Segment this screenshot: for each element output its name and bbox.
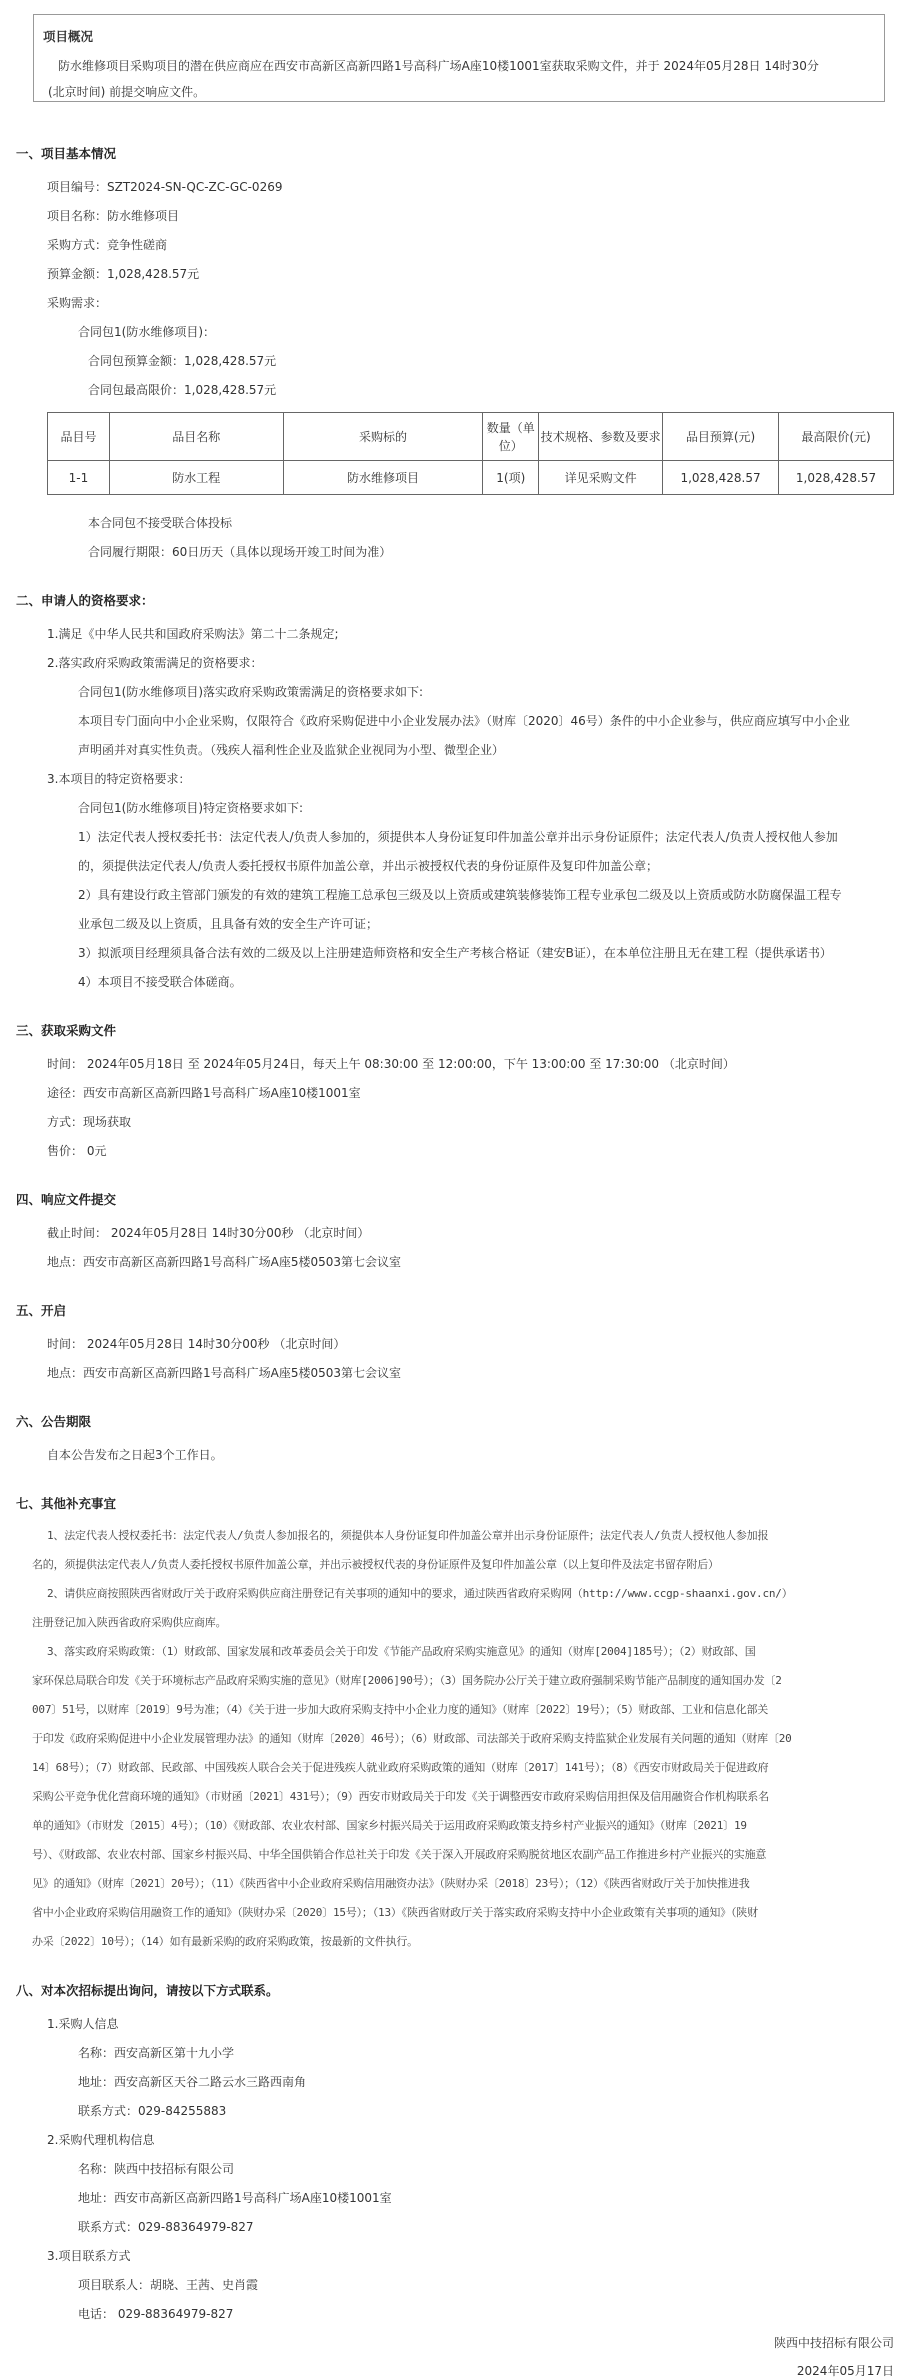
- agency-address: 地址：西安市高新区高新四路1号高科广场A座10楼1001室: [78, 2191, 392, 2205]
- qualification-line: 合同包1(防水维修项目)落实政府采购政策需满足的资格要求如下:: [78, 685, 424, 699]
- acquire-price: 售价： 0元: [47, 1144, 107, 1158]
- table-header: 采购标的: [283, 413, 483, 461]
- no-consortium-note: 本合同包不接受联合体投标: [88, 516, 233, 530]
- supplement-line: 采购公平竞争优化营商环境的通知》（市财函〔2021〕431号）；（9）西安市财政局关于印发《关于调整西安市政府采购信用担保及信用融资合作机构联系名: [32, 1790, 769, 1803]
- agency-name: 名称：陕西中技招标有限公司: [78, 2162, 235, 2176]
- supplement-line: 3、落实政府采购政策：（1）财政部、国家发展和改革委员会关于印发《节能产品政府采购实施意见》的通知（财库[2004]185号）；（2）财政部、国: [47, 1645, 756, 1658]
- project-code: 项目编号：SZT2024-SN-QC-ZC-GC-0269: [47, 180, 283, 194]
- overview-text-line1: 防水维修项目采购项目的潜在供应商应在西安市高新区高新四路1号高科广场A座10楼1001室获取采购文件，并于 2024年05月28日 14时30分: [58, 59, 819, 73]
- table-cell: 1,028,428.57: [663, 461, 779, 495]
- table-header-row: [48, 413, 894, 461]
- section3-title: 三、获取采购文件: [16, 1023, 117, 1038]
- signature-company: 陕西中技招标有限公司: [773, 2336, 894, 2350]
- section4-title: 四、响应文件提交: [16, 1192, 117, 1207]
- qualification-line: 2）具有建设行政主管部门颁发的有效的建筑工程施工总承包三级及以上资质或建筑装修装饰工程专业承包二级及以上资质或防水防腐保温工程专: [78, 888, 842, 902]
- table-cell: 防水工程: [109, 461, 283, 495]
- qualification-line: 声明函并对真实性负责。（残疾人福利性企业及监狱企业视同为小型、微型企业）: [78, 743, 505, 757]
- table-cell: 1(项): [483, 461, 539, 495]
- package-max-price: 合同包最高限价：1,028,428.57元: [88, 383, 277, 397]
- qualification-line: 4）本项目不接受联合体磋商。: [78, 975, 242, 989]
- open-place: 地点：西安市高新区高新四路1号高科广场A座5楼0503第七会议室: [47, 1366, 402, 1380]
- supplement-line: 单的通知》（市财发〔2015〕4号）；（10）《财政部、农业农村部、国家乡村振兴局关于运用政府采购政策支持乡村产业振兴的通知》（财库〔2021〕19: [32, 1819, 747, 1832]
- acquire-mode: 方式：现场获取: [47, 1115, 132, 1129]
- supplement-line: 见》的通知》（财库〔2021〕20号）；（11）《陕西省中小企业政府采购信用融资办法》（陕财办采〔2018〕23号）；（12）《陕西省财政厅关于加快推进我: [32, 1877, 750, 1890]
- project-contact-phone: 电话： 029-88364979-827: [78, 2307, 234, 2321]
- table-cell: 1-1: [48, 461, 110, 495]
- budget-amount: 预算金额：1,028,428.57元: [47, 267, 200, 281]
- purchaser-phone: 联系方式：029-84255883: [78, 2104, 227, 2118]
- supplement-line: 号）、《财政部、农业农村部、国家乡村振兴局、中华全国供销合作总社关于印发《关于深入开展政府采购脱贫地区农副产品工作推进乡村产业振兴的实施意: [32, 1848, 767, 1861]
- supplement-line: 2、请供应商按照陕西省财政厅关于政府采购供应商注册登记有关事项的通知中的要求，通过陕西省政府采购网（http://www.ccgp-shaanxi.gov.cn/）: [47, 1587, 793, 1600]
- section2-title: 二、申请人的资格要求：: [16, 593, 154, 608]
- table-cell: 防水维修项目: [283, 461, 483, 495]
- procurement-demand: 采购需求：: [47, 296, 108, 310]
- qualification-line: 3.本项目的特定资格要求：: [47, 772, 191, 786]
- project-name: 项目名称：防水维修项目: [47, 209, 180, 223]
- section1-title: 一、项目基本情况: [16, 146, 117, 161]
- table-header: 数量（单位）: [483, 413, 539, 461]
- contract-period: 合同履行期限：60日历天（具体以现场开竣工时间为准）: [88, 545, 392, 559]
- qualification-line: 业承包二级及以上资质，且具备有效的安全生产许可证；: [78, 917, 379, 931]
- items-table: [47, 412, 894, 495]
- open-time: 时间： 2024年05月28日 14时30分00秒 （北京时间）: [47, 1337, 346, 1351]
- table-row: [48, 461, 894, 495]
- signature-date: 2024年05月17日: [796, 2364, 894, 2378]
- overview-title: 项目概况: [43, 29, 94, 44]
- purchaser-heading: 1.采购人信息: [47, 2017, 119, 2031]
- supplement-line: 1、法定代表人授权委托书：法定代表人/负责人参加报名的，须提供本人身份证复印件加盖公章并出示身份证原件；法定代表人/负责人授权他人参加报: [47, 1529, 769, 1542]
- qualification-line: 1）法定代表人授权委托书：法定代表人/负责人参加的，须提供本人身份证复印件加盖公章并出示身份证原件；法定代表人/负责人授权他人参加: [78, 830, 838, 844]
- table-cell: 详见采购文件: [539, 461, 663, 495]
- supplement-line: 办采〔2022〕10号）；（14）如有最新采购的政府采购政策，按最新的文件执行。: [32, 1935, 418, 1948]
- project-contact-heading: 3.项目联系方式: [47, 2249, 131, 2263]
- contract-package: 合同包1(防水维修项目)：: [78, 325, 215, 339]
- table-header: 品目预算(元): [663, 413, 779, 461]
- table-header: 品目名称: [109, 413, 283, 461]
- agency-heading: 2.采购代理机构信息: [47, 2133, 155, 2147]
- section8-title: 八、对本次招标提出询问，请按以下方式联系。: [16, 1983, 279, 1998]
- overview-text-line2: (北京时间) 前提交响应文件。: [48, 85, 206, 99]
- submit-place: 地点：西安市高新区高新四路1号高科广场A座5楼0503第七会议室: [47, 1255, 402, 1269]
- purchaser-name: 名称：西安高新区第十九小学: [78, 2046, 235, 2060]
- supplement-line: 注册登记加入陕西省政府采购供应商库。: [32, 1616, 227, 1629]
- section7-title: 七、其他补充事宜: [16, 1496, 117, 1511]
- agency-phone: 联系方式：029-88364979-827: [78, 2220, 254, 2234]
- qualification-line: 3）拟派项目经理须具备合法有效的二级及以上注册建造师资格和安全生产考核合格证（建安B证），在本单位注册且无在建工程（提供承诺书）: [78, 946, 832, 960]
- qualification-line: 2.落实政府采购政策需满足的资格要求：: [47, 656, 263, 670]
- table-header: 品目号: [48, 413, 110, 461]
- supplement-line: 家环保总局联合印发《关于环境标志产品政府采购实施的意见》（财库[2006]90号）；（3）国务院办公厅关于建立政府强制采购节能产品制度的通知国办发〔2: [32, 1674, 782, 1687]
- section6-title: 六、公告期限: [16, 1414, 92, 1429]
- acquire-time: 时间： 2024年05月18日 至 2024年05月24日，每天上午 08:30:00 至 12:00:00，下午 13:00:00 至 17:30:00 （北京时间）: [47, 1057, 735, 1071]
- section5-title: 五、开启: [16, 1303, 67, 1318]
- notice-period: 自本公告发布之日起3个工作日。: [47, 1448, 223, 1462]
- submit-deadline: 截止时间： 2024年05月28日 14时30分00秒 （北京时间）: [47, 1226, 370, 1240]
- supplement-line: 14〕68号）；（7）财政部、民政部、中国残疾人联合会关于促进残疾人就业政府采购政策的通知（财库〔2017〕141号）；（8）《西安市财政局关于促进政府: [32, 1761, 769, 1774]
- supplement-line: 于印发《政府采购促进中小企业发展管理办法》的通知（财库〔2020〕46号）；（6）财政部、司法部关于政府采购支持监狱企业发展有关问题的通知（财库〔20: [32, 1732, 792, 1745]
- acquire-place: 途径：西安市高新区高新四路1号高科广场A座10楼1001室: [47, 1086, 361, 1100]
- qualification-line: 本项目专门面向中小企业采购，仅限符合《政府采购促进中小企业发展办法》（财库〔2020〕46号）条件的中小企业参与，供应商应填写中小企业: [78, 714, 850, 728]
- table-header: 技术规格、参数及要求: [539, 413, 663, 461]
- overview-box: [33, 14, 885, 102]
- qualification-line: 1.满足《中华人民共和国政府采购法》第二十二条规定;: [47, 627, 339, 641]
- supplement-line: 省中小企业政府采购信用融资工作的通知》（陕财办采〔2020〕15号）；（13）《陕西省财政厅关于落实政府采购支持中小企业政策有关事项的通知》（陕财: [32, 1906, 758, 1919]
- purchaser-address: 地址：西安高新区天谷二路云水三路西南角: [78, 2075, 307, 2089]
- supplement-line: 名的，须提供法定代表人/负责人委托授权书原件加盖公章，并出示被授权代表的身份证原件及复印件加盖公章（以上复印件及法定书留存附后）: [32, 1558, 719, 1571]
- package-budget: 合同包预算金额：1,028,428.57元: [88, 354, 277, 368]
- qualification-line: 的，须提供法定代表人/负责人委托授权书原件加盖公章，并出示被授权代表的身份证原件及复印件加盖公章；: [78, 859, 659, 873]
- supplement-line: 007〕51号，以财库〔2019〕9号为准；（4）《关于进一步加大政府采购支持中小企业力度的通知》（财库〔2022〕19号）；（5）财政部、工业和信息化部关: [32, 1703, 769, 1716]
- table-header: 最高限价(元): [779, 413, 894, 461]
- table-cell: 1,028,428.57: [779, 461, 894, 495]
- procurement-method: 采购方式：竞争性磋商: [47, 238, 168, 252]
- project-contact-people: 项目联系人：胡晓、王茜、史肖霞: [78, 2278, 259, 2292]
- qualification-line: 合同包1(防水维修项目)特定资格要求如下:: [78, 801, 304, 815]
